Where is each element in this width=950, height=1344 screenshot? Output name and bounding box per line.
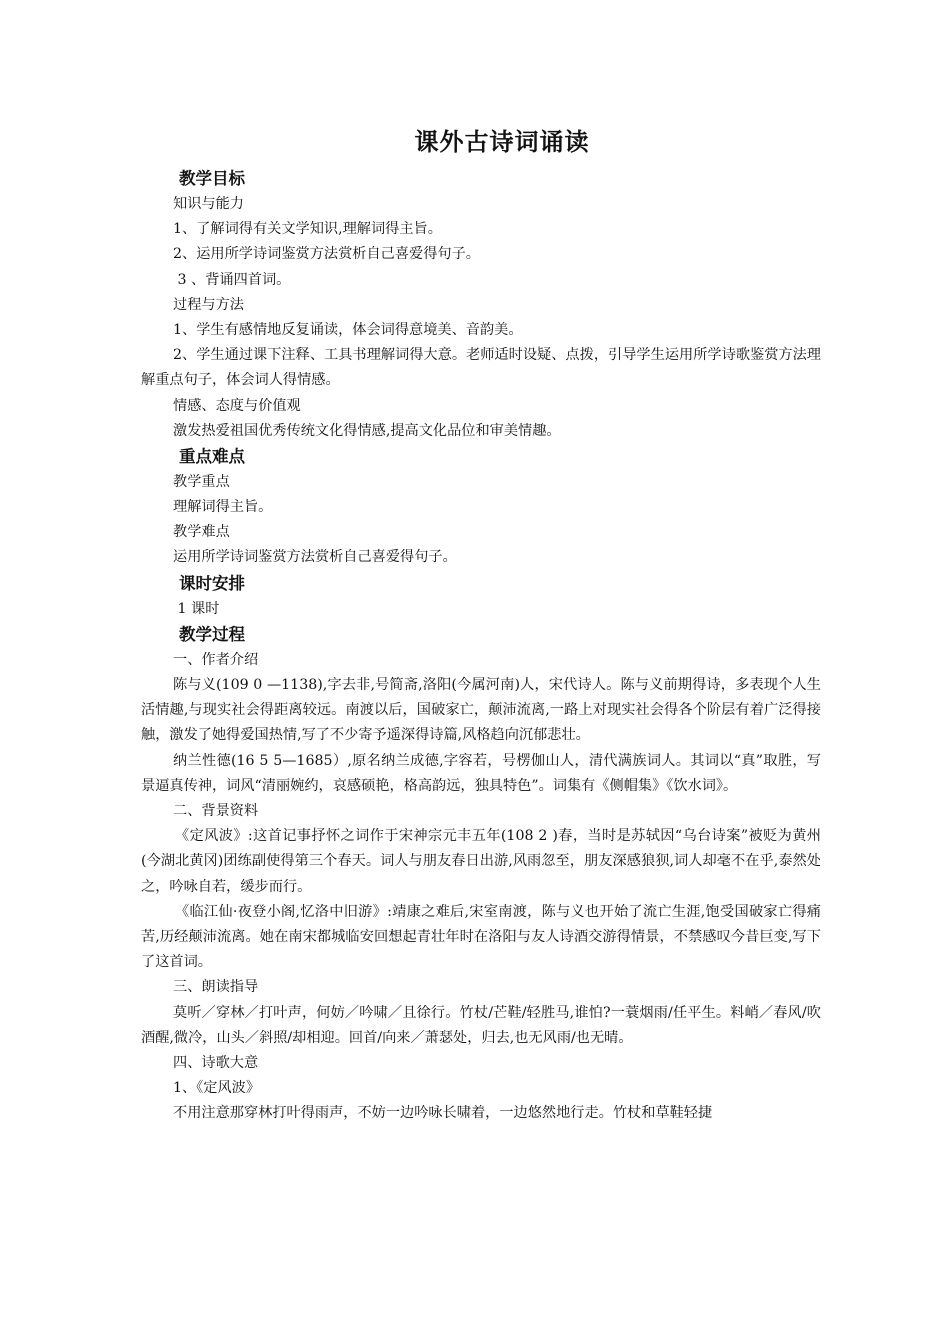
subheading-emotion: 情感、态度与价值观	[173, 397, 301, 414]
subheading-author-intro: 一、作者介绍	[173, 651, 259, 668]
emotion-item: 激发热爱祖国优秀传统文化得情感,提高文化品位和审美情趣。	[173, 422, 561, 439]
subheading-teaching-difficulty: 教学难点	[173, 524, 230, 541]
subheading-background: 二、背景资料	[173, 803, 259, 820]
schedule-value: 1 课时	[173, 600, 220, 617]
teaching-difficulty-item: 运用所学诗词鉴赏方法赏析自己喜爱得句子。	[173, 549, 457, 566]
teaching-focus-item: 理解词得主旨。	[173, 499, 273, 516]
poem-meaning-paragraph: 不用注意那穿林打叶得雨声，不妨一边吟咏长啸着，一边悠然地行走。竹杖和草鞋轻捷	[173, 1105, 713, 1122]
document-title: 课外古诗词诵读	[414, 127, 590, 156]
background-paragraph-linjiangxian: 《临江仙·夜登小阁,忆洛中旧游》:靖康之难后,宋室南渡，陈与义也开始了流亡生涯,饱受国破家亡得痛苦,历经颠沛流离。她在南宋都城临安回想起青壮年时在洛阳与友人诗酒交游得情景，不禁感叹今昔巨变,写下了这首词。	[141, 903, 821, 971]
knowledge-item-1: 1、了解词得有关文学知识,理解词得主旨。	[173, 221, 442, 238]
section-heading-schedule: 课时安排	[179, 573, 245, 593]
subheading-knowledge: 知识与能力	[173, 196, 244, 212]
process-item-1: 1、学生有感情地反复诵读，体会词得意境美、音韵美。	[173, 321, 523, 338]
background-paragraph-dingfengbo: 《定风波》:这首记事抒怀之词作于宋神宗元丰五年(108 2 )春，当时是苏轼因“乌台诗案”被贬为黄州(今湖北黄冈)团练副使得第三个春天。词人与朋友春日出游,风雨忽至，朋友深感狼狈,词人却毫不在乎,泰然处之，吟咏自若，缓步而行。	[141, 828, 821, 895]
process-item-2: 2、学生通过课下注释、工具书理解词得大意。老师适时设疑、点拨，引导学生运用所学诗歌鉴赏方法理解重点句子，体会词人得情感。	[141, 347, 821, 389]
subheading-reading-guide: 三、朗读指导	[173, 979, 259, 996]
reading-guide-paragraph: 莫听／穿林／打叶声，何妨／吟啸／且徐行。竹杖/芒鞋/轻胜马,谁怕?一蓑烟雨/任平生。料峭／春风/吹酒醒,微冷，山头／斜照/却相迎。回首/向来／萧瑟处，归去,也无风雨/也无晴。	[141, 1004, 821, 1046]
subheading-process-method: 过程与方法	[173, 296, 244, 313]
poem-meaning-subheading: 1、《定风波》	[173, 1080, 261, 1097]
section-heading-key-points: 重点难点	[179, 446, 245, 466]
subheading-poem-meaning: 四、诗歌大意	[173, 1055, 259, 1072]
knowledge-item-3: 3 、背诵四首词。	[173, 271, 291, 288]
section-heading-objectives: 教学目标	[179, 169, 245, 188]
author-paragraph-nalan-xingde: 纳兰性德(16 5 5—1685）,原名纳兰成德,字容若，号楞伽山人，清代满族词人。其词以“真”取胜，写景逼真传神，词风“清丽婉约，哀感硕艳，格高韵远，独具特色”。词集有《侧帽集》《饮水词》。	[141, 752, 821, 794]
knowledge-item-2: 2、运用所学诗词鉴赏方法赏析自己喜爱得句子。	[173, 246, 480, 263]
subheading-teaching-focus: 教学重点	[173, 473, 230, 490]
document-body	[141, 166, 821, 1127]
section-heading-process: 教学过程	[179, 624, 245, 644]
author-paragraph-chen-yuyi: 陈与义(109 0 —1138),字去非,号简斋,洛阳(今属河南)人，宋代诗人。陈与义前期得诗，多表现个人生活情趣,与现实社会得距离较远。南渡以后，国破家亡，颠沛流离,一路上对现实社会得各个阶层有着广泛得接触，激发了她得爱国热情,写了不少寄予遥深得诗篇,风格趋向沉郁悲壮。	[141, 677, 821, 744]
